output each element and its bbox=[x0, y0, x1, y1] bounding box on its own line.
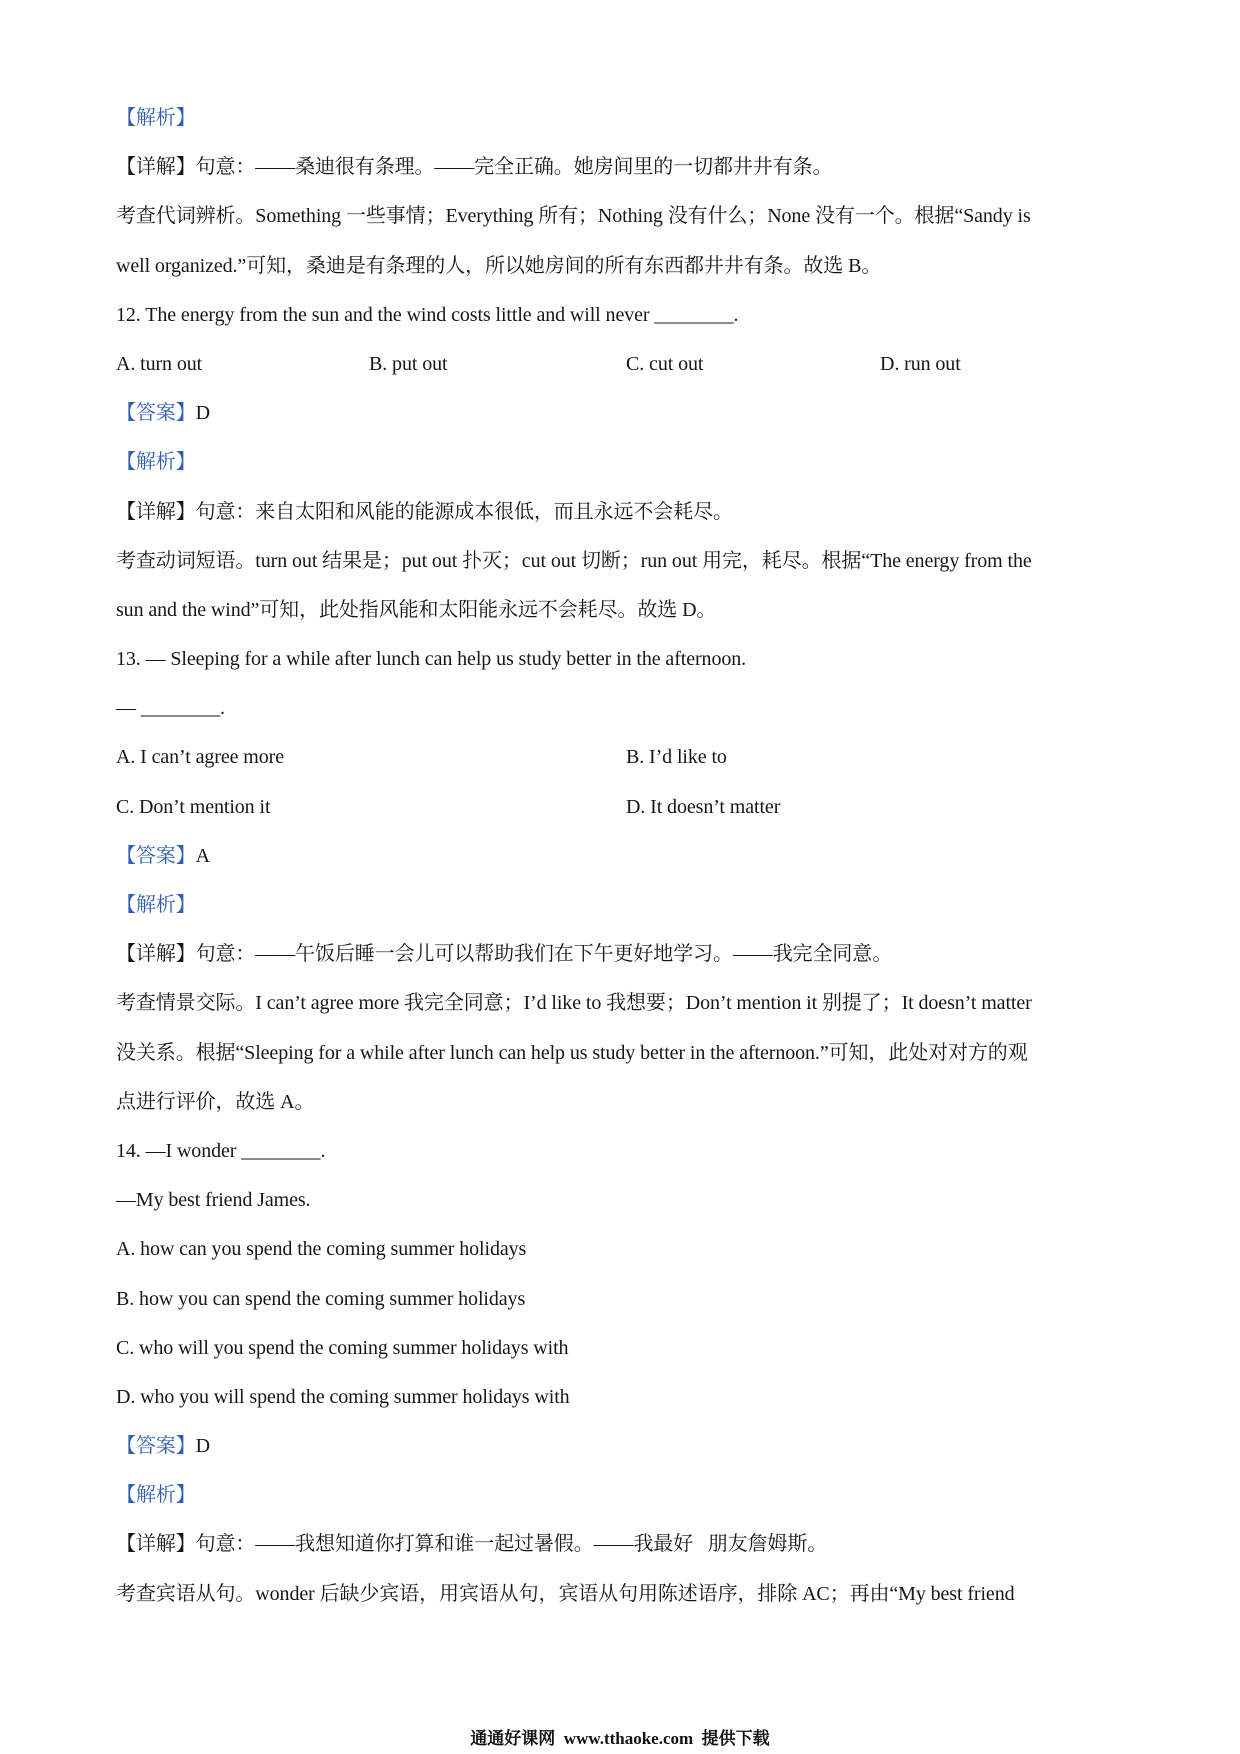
detail-tag: 【详解】 bbox=[116, 156, 196, 179]
q13-option-b: B. I’d like to bbox=[626, 746, 727, 769]
q14-option-d: D. who you will spend the coming summer holidays with bbox=[116, 1385, 570, 1408]
q11-explanation-line: well organized.”可知，桑迪是有条理的人，所以她房间的所有东西都井井有条。故选 B。 bbox=[116, 254, 882, 277]
q14-answer bbox=[116, 1422, 1216, 1471]
answer-value: D bbox=[195, 402, 210, 425]
analysis-tag: 【解析】 bbox=[116, 451, 196, 474]
q14-detail bbox=[116, 1520, 1216, 1569]
detail-tag: 【详解】 bbox=[116, 500, 196, 523]
q14-stem-reply: —My best friend James. bbox=[116, 1189, 311, 1212]
q14-option-b: B. how you can spend the coming summer holidays bbox=[116, 1287, 526, 1310]
q13-explanation-line: 没关系。根据“Sleeping for a while after lunch can help us study better in the afternoon.”可知，此处对对方的观 bbox=[116, 1041, 1028, 1064]
q14-option-c: C. who will you spend the coming summer holidays with bbox=[116, 1336, 569, 1359]
q11-analysis-heading bbox=[116, 94, 1216, 143]
q12-explanation-line: sun and the wind”可知，此处指风能和太阳能永远不会耗尽。故选 D。 bbox=[116, 598, 717, 621]
page-footer bbox=[0, 1728, 1240, 1750]
q13-detail bbox=[116, 930, 1216, 979]
footer-text: 通通好课网 www.tthaoke.com 提供下载 bbox=[470, 1729, 770, 1748]
answer-tag: 【答案】 bbox=[116, 402, 196, 425]
q12-options bbox=[116, 340, 1216, 389]
q13-explanation-line: 点进行评价，故选 A。 bbox=[116, 1090, 315, 1113]
analysis-tag: 【解析】 bbox=[116, 1484, 196, 1507]
q13-answer bbox=[116, 832, 1216, 881]
answer-tag: 【答案】 bbox=[116, 1435, 196, 1458]
analysis-tag: 【解析】 bbox=[116, 107, 196, 129]
answer-value: D bbox=[195, 1435, 210, 1458]
q13-option-a: A. I can’t agree more bbox=[116, 746, 284, 769]
q13-explanation-line: 考查情景交际。I can’t agree more 我完全同意；I’d like to 我想要；Don’t mention it 别提了；It doesn’t matter bbox=[116, 992, 1032, 1015]
q12-answer bbox=[116, 389, 1216, 438]
q13-analysis-heading bbox=[116, 881, 1216, 930]
q13-stem: 13. — Sleeping for a while after lunch can help us study better in the afternoon. bbox=[116, 648, 747, 671]
detail-text: 句意：——午饭后睡一会儿可以帮助我们在下午更好地学习。——我完全同意。 bbox=[195, 943, 893, 966]
q14-option-a: A. how can you spend the coming summer holidays bbox=[116, 1238, 527, 1261]
q12-explanation-line: 考查动词短语。turn out 结果是；put out 扑灭；cut out 切断；run out 用完，耗尽。根据“The energy from the bbox=[116, 549, 1032, 572]
q11-detail bbox=[116, 143, 1216, 192]
q13-option-c: C. Don’t mention it bbox=[116, 795, 271, 818]
analysis-tag: 【解析】 bbox=[116, 894, 196, 916]
q13-stem-reply: — ________. bbox=[116, 697, 225, 720]
q14-analysis-heading bbox=[116, 1471, 1216, 1520]
answer-tag: 【答案】 bbox=[116, 844, 196, 867]
detail-text: 句意：——我想知道你打算和谁一起过暑假。——我最好 朋友詹姆斯。 bbox=[195, 1533, 828, 1556]
q12-option-d: D. run out bbox=[880, 352, 961, 375]
q12-option-a: A. turn out bbox=[116, 352, 203, 375]
detail-tag: 【详解】 bbox=[116, 943, 196, 966]
q14-explanation-line: 考查宾语从句。wonder 后缺少宾语，用宾语从句，宾语从句用陈述语序，排除 AC；再由“My best friend bbox=[116, 1582, 1015, 1605]
answer-value: A bbox=[195, 844, 210, 867]
q12-option-c: C. cut out bbox=[626, 352, 704, 375]
page-content bbox=[116, 94, 1216, 1619]
q13-options-row-2 bbox=[116, 783, 1216, 832]
detail-text: 句意：——桑迪很有条理。——完全正确。她房间里的一切都井井有条。 bbox=[195, 156, 833, 179]
detail-tag: 【详解】 bbox=[116, 1533, 196, 1556]
detail-text: 句意：来自太阳和风能的能源成本很低，而且永远不会耗尽。 bbox=[195, 500, 733, 523]
q13-option-d: D. It doesn’t matter bbox=[626, 795, 781, 818]
q12-analysis-heading bbox=[116, 438, 1216, 487]
q12-stem: 12. The energy from the sun and the wind costs little and will never ________. bbox=[116, 303, 739, 326]
q11-explanation-line: 考查代词辨析。Something 一些事情；Everything 所有；Nothing 没有什么；None 没有一个。根据“Sandy is bbox=[116, 205, 1031, 228]
q12-option-b: B. put out bbox=[369, 352, 448, 375]
q13-options-row-1 bbox=[116, 733, 1216, 782]
q14-stem: 14. —I wonder ________. bbox=[116, 1139, 326, 1162]
q12-detail bbox=[116, 488, 1216, 537]
